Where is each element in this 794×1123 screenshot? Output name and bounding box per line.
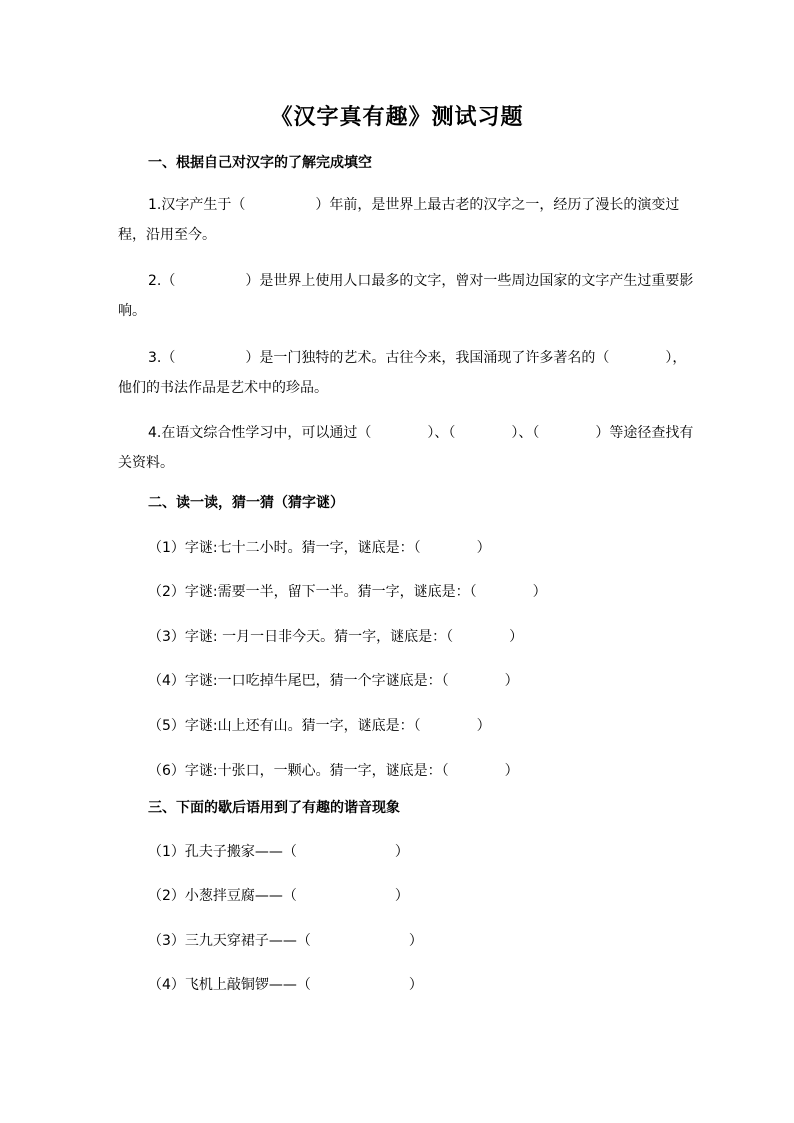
fill-question-1: 1.汉字产生于（ ）年前，是世界上最古老的汉字之一，经历了漫长的演变过程，沿用至今。 [118,197,680,243]
xiehouyu-item-2: （2）小葱拌豆腐——（ ） [148,888,409,904]
section-1-heading: 一、根据自己对汉字的了解完成填空 [148,155,372,171]
riddle-item-3: （3）字谜: 一月一日非今天。猜一字，谜底是：（ ） [148,629,524,645]
fill-question-4: 4.在语文综合性学习中，可以通过（ ）、（ ）、（ ）等途径查找有关资料。 [118,425,694,471]
xiehouyu-item-3: （3）三九天穿裙子——（ ） [148,933,423,949]
xiehouyu-item-4: （4）飞机上敲铜锣——（ ） [148,977,423,993]
riddle-item-1: （1）字谜:七十二小时。猜一字，谜底是：（ ） [148,540,491,556]
riddle-item-6: （6）字谜:十张口，一颗心。猜一字，谜底是：（ ） [148,763,519,779]
riddle-item-5: （5）字谜:山上还有山。猜一字，谜底是：（ ） [148,718,491,734]
riddle-item-4: （4）字谜:一口吃掉牛尾巴，猜一个字谜底是：（ ） [148,673,519,689]
section-2-heading: 二、读一读，猜一猜（猜字谜） [148,495,344,511]
riddle-item-2: （2）字谜:需要一半，留下一半。猜一字，谜底是：（ ） [148,584,547,600]
fill-question-2: 2.（ ）是世界上使用人口最多的文字，曾对一些周边国家的文字产生过重要影响。 [118,273,694,319]
document-title: 《汉字真有趣》测试习题 [270,104,524,130]
fill-question-3: 3.（ ）是一门独特的艺术。古往今来，我国涌现了许多著名的（ ），他们的书法作品是艺术中的珍品。 [118,350,687,396]
section-3-heading: 三、下面的歇后语用到了有趣的谐音现象 [148,800,400,816]
xiehouyu-item-1: （1）孔夫子搬家——（ ） [148,844,409,860]
